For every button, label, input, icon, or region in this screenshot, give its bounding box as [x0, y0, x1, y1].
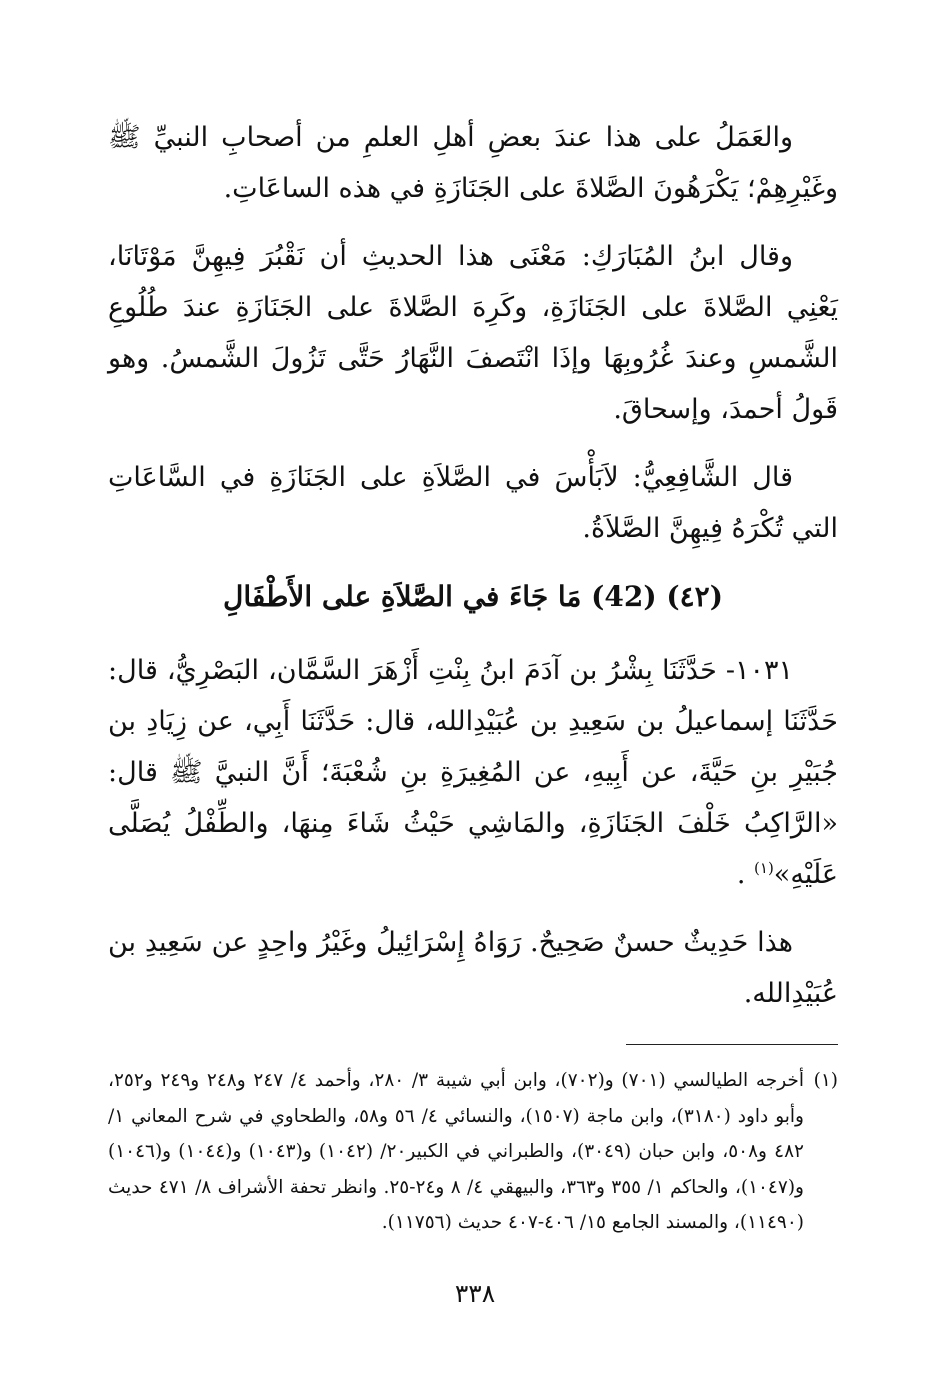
hadith-paragraph: ١٠٣١- حَدَّثَنَا بِشْرُ بن آدَمَ ابنُ بِنْتِ أَزْهَرَ السَّمَّان، البَصْرِيُّ، قال: حَدَّثَنَا إسماعيلُ بن سَعِيدِ بن عُبَيْدِالله، قال: حَدَّثَنَا أَبِي، عن زِيَادِ بن جُبَيْرِ بنِ حَيَّةَ، عن أَبِيهِ، عن المُغِيرَةِ بنِ شُعْبَةَ؛ أَنَّ النبيَّ ﷺ قال: «الرَّاكِبُ خَلْفَ الجَنَازَةِ، والمَاشِي حَيْثُ شَاءَ مِنهَا، والطِّفْلُ يُصَلَّى عَلَيْهِ»$^{(١)}$ .	[108, 655, 838, 890]
paragraph-1: والعَمَلُ على هذا عندَ بعضِ أهلِ العلمِ من أصحابِ النبيِّ ﷺ وغَيْرِهِمْ؛ يَكْرَهُونَ الصَّلاةَ على الجَنَازَةِ في هذه الساعَاتِ.	[108, 122, 838, 204]
footnote-reference: (١)	[754, 859, 774, 877]
chapter-title: مَا جَاءَ في الصَّلاَةِ على الأَطْفَالِ	[223, 580, 582, 613]
closing-paragraph: هذا حَدِيثٌ حسنٌ صَحِيحٌ. رَوَاهُ إِسْرَائِيلُ وغَيْرُ واحِدٍ عن سَعِيدِ بن عُبَيْدِالله.	[108, 927, 838, 1009]
footnote-block	[108, 1063, 838, 1241]
paragraph-3: قال الشَّافِعِيُّ: لاَبَأْسَ في الصَّلاَةِ على الجَنَازَةِ في السَّاعَاتِ التي تُكْرَهُ فِيهِنَّ الصَّلاَةُ.	[108, 462, 838, 544]
paragraph-2: وقال ابنُ المُبَارَكِ: مَعْنَى هذا الحديثِ أن نَقْبُرَ فِيهِنَّ مَوْتَانَا، يَعْنِي الصَّلاةَ على الجَنَازَةِ، وكَرِهَ الصَّلاةَ على الجَنَازَةِ عندَ طُلُوعِ الشَّمسِ وعندَ غُرُوبِهَا وإذَا انْتَصفَ النَّهَارُ حَتَّى تَزُولَ الشَّمسُ. وهو قَولُ أحمدَ، وإسحاقَ.	[108, 241, 838, 425]
hadith-text: ١٠٣١- حَدَّثَنَا بِشْرُ بن آدَمَ ابنُ بِنْتِ أَزْهَرَ السَّمَّان، البَصْرِيُّ، قال: حَدَّثَنَا إسماعيلُ بن سَعِيدِ بن عُبَيْدِالله، قال: حَدَّثَنَا أَبِي، عن زِيَادِ بن جُبَيْرِ بنِ حَيَّةَ، عن أَبِيهِ، عن المُغِيرَةِ بنِ شُعْبَةَ؛ أَنَّ النبيَّ ﷺ قال: «الرَّاكِبُ خَلْفَ الجَنَازَةِ، والمَاشِي حَيْثُ شَاءَ مِنهَا، والطِّفْلُ يُصَلَّى عَلَيْهِ»	[108, 655, 838, 890]
footnote-mark: (١)	[813, 1070, 838, 1091]
footnote-text: أخرجه الطيالسي (٧٠١) و(٧٠٢)، وابن أبي شيبة ٣/ ٢٨٠، وأحمد ٤/ ٢٤٧ و٢٤٨ و٢٤٩ و٢٥٢، وأبو داود (٣١٨٠)، وابن ماجة (١٥٠٧)، والنسائي ٤/ ٥٦ و٥٨، والطحاوي في شرح المعاني ١/ ٤٨٢ و٥٠٨، وابن حبان (٣٠٤٩)، والطبراني في الكبير٢٠/ (١٠٤٢) و(١٠٤٣) و(١٠٤٤) و(١٠٤٦) و(١٠٤٧)، والحاكم ١/ ٣٥٥ و٣٦٣، والبيهقي ٤/ ٨ و٢٤-٢٥. وانظر تحفة الأشراف ٨/ ٤٧١ حديث (١١٤٩٠)، والمسند الجامع ١٥/ ٤٠٦-٤٠٧ حديث (١١٧٥٦).	[108, 1070, 804, 1233]
chapter-heading	[108, 571, 838, 623]
footnote-separator	[626, 1044, 838, 1045]
page-body	[108, 112, 838, 1241]
page-number: ٣٣٨	[454, 1279, 496, 1308]
chapter-number-latin: (42)	[591, 580, 657, 613]
chapter-number-arabic: (٤٢)	[666, 580, 723, 613]
